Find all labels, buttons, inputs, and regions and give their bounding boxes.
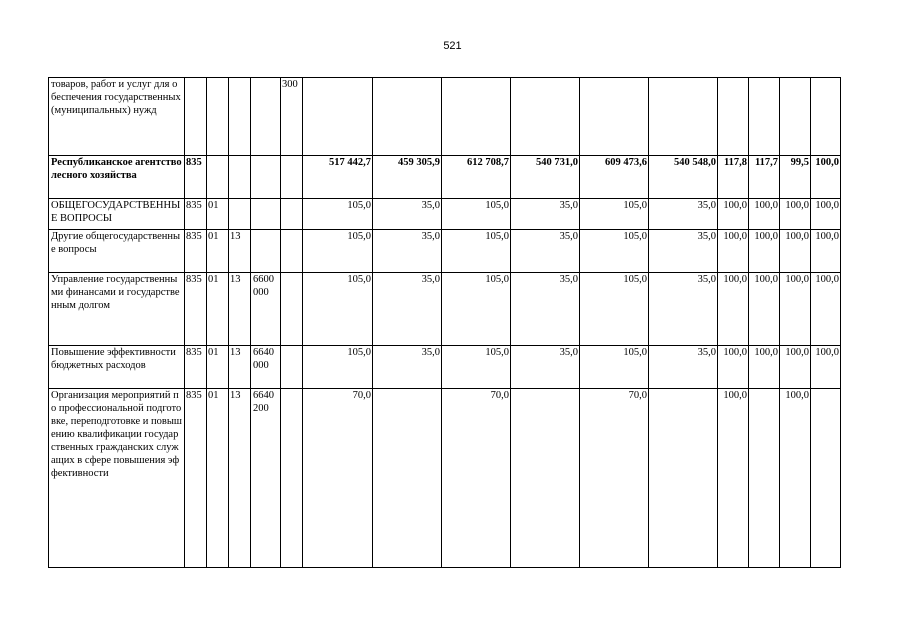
vr-cell [281,273,303,346]
vr-cell [281,156,303,199]
percent-cell [749,389,780,568]
amount-cell: 70,0 [442,389,511,568]
amount-cell: 105,0 [580,273,649,346]
percent-cell [749,78,780,156]
budget-table [48,77,841,568]
vr-cell [281,230,303,273]
amount-cell: 35,0 [373,273,442,346]
vedomstvo-cell: 835 [185,273,207,346]
podrazdel-cell: 13 [229,346,251,389]
vr-cell [281,199,303,230]
vr-cell [281,346,303,389]
percent-cell [718,78,749,156]
podrazdel-cell: 13 [229,230,251,273]
razdel-cell: 01 [207,346,229,389]
amount-cell: 517 442,7 [303,156,373,199]
percent-cell [811,78,841,156]
row-name-cell: товаров, работ и услуг для обеспечения государственных (муниципальных) нужд [49,78,185,156]
razdel-cell [207,78,229,156]
amount-cell: 35,0 [649,199,718,230]
vedomstvo-cell: 835 [185,389,207,568]
vedomstvo-cell: 835 [185,230,207,273]
amount-cell [511,78,580,156]
vedomstvo-cell: 835 [185,346,207,389]
percent-cell: 99,5 [780,156,811,199]
amount-cell [649,78,718,156]
table-row [49,78,841,156]
percent-cell: 117,8 [718,156,749,199]
csr-cell [251,78,281,156]
amount-cell: 105,0 [580,230,649,273]
amount-cell: 105,0 [442,199,511,230]
table-row [49,230,841,273]
amount-cell: 70,0 [580,389,649,568]
percent-cell: 100,0 [718,273,749,346]
amount-cell: 459 305,9 [373,156,442,199]
vedomstvo-cell: 835 [185,156,207,199]
vedomstvo-cell [185,78,207,156]
amount-cell: 35,0 [511,273,580,346]
amount-cell: 105,0 [442,273,511,346]
csr-cell: 6600 000 [251,273,281,346]
row-name-cell: Республиканское агентство лесного хозяйства [49,156,185,199]
amount-cell: 105,0 [442,230,511,273]
row-name-cell: Управление государственными финансами и государственным долгом [49,273,185,346]
table-row [49,273,841,346]
percent-cell: 100,0 [811,230,841,273]
percent-cell: 100,0 [749,346,780,389]
podrazdel-cell: 13 [229,273,251,346]
amount-cell [373,389,442,568]
table-row [49,199,841,230]
amount-cell: 105,0 [303,346,373,389]
table-body [49,78,841,568]
table-row [49,389,841,568]
page-number: 521 [443,40,462,52]
vr-cell [281,389,303,568]
amount-cell: 35,0 [373,230,442,273]
amount-cell: 35,0 [511,230,580,273]
amount-cell: 35,0 [649,230,718,273]
table-row [49,346,841,389]
amount-cell [442,78,511,156]
amount-cell: 612 708,7 [442,156,511,199]
percent-cell: 100,0 [811,156,841,199]
amount-cell [511,389,580,568]
csr-cell [251,199,281,230]
percent-cell: 100,0 [780,230,811,273]
percent-cell: 100,0 [780,346,811,389]
percent-cell: 100,0 [780,273,811,346]
percent-cell: 100,0 [780,199,811,230]
amount-cell [303,78,373,156]
percent-cell: 100,0 [780,389,811,568]
csr-cell [251,156,281,199]
row-name-cell: Другие общегосударственные вопросы [49,230,185,273]
podrazdel-cell [229,78,251,156]
amount-cell: 105,0 [442,346,511,389]
row-name-cell: Повышение эффективности бюджетных расходов [49,346,185,389]
amount-cell: 35,0 [649,273,718,346]
percent-cell: 100,0 [811,346,841,389]
razdel-cell: 01 [207,389,229,568]
amount-cell: 105,0 [580,346,649,389]
percent-cell: 117,7 [749,156,780,199]
razdel-cell [207,156,229,199]
amount-cell: 105,0 [580,199,649,230]
vr-cell: 300 [281,78,303,156]
percent-cell: 100,0 [749,230,780,273]
percent-cell [780,78,811,156]
csr-cell: 6640 200 [251,389,281,568]
percent-cell: 100,0 [811,199,841,230]
amount-cell: 35,0 [373,199,442,230]
percent-cell: 100,0 [718,199,749,230]
row-name-cell: ОБЩЕГОСУДАРСТВЕННЫЕ ВОПРОСЫ [49,199,185,230]
amount-cell: 609 473,6 [580,156,649,199]
amount-cell: 35,0 [511,199,580,230]
percent-cell: 100,0 [718,389,749,568]
table-row [49,156,841,199]
amount-cell: 35,0 [649,346,718,389]
percent-cell: 100,0 [749,199,780,230]
amount-cell [580,78,649,156]
razdel-cell: 01 [207,199,229,230]
amount-cell [649,389,718,568]
podrazdel-cell [229,199,251,230]
amount-cell: 540 731,0 [511,156,580,199]
percent-cell [811,389,841,568]
vedomstvo-cell: 835 [185,199,207,230]
podrazdel-cell: 13 [229,389,251,568]
amount-cell: 105,0 [303,199,373,230]
percent-cell: 100,0 [718,346,749,389]
amount-cell: 105,0 [303,230,373,273]
razdel-cell: 01 [207,230,229,273]
amount-cell [373,78,442,156]
percent-cell: 100,0 [811,273,841,346]
row-name-cell: Организация мероприятий по профессиональной подготовке, переподготовке и повышению квалификации государственных гражданских служащих в сфере повышения эффективности [49,389,185,568]
percent-cell: 100,0 [718,230,749,273]
razdel-cell: 01 [207,273,229,346]
amount-cell: 35,0 [373,346,442,389]
podrazdel-cell [229,156,251,199]
amount-cell: 70,0 [303,389,373,568]
amount-cell: 540 548,0 [649,156,718,199]
amount-cell: 105,0 [303,273,373,346]
amount-cell: 35,0 [511,346,580,389]
csr-cell: 6640 000 [251,346,281,389]
percent-cell: 100,0 [749,273,780,346]
csr-cell [251,230,281,273]
